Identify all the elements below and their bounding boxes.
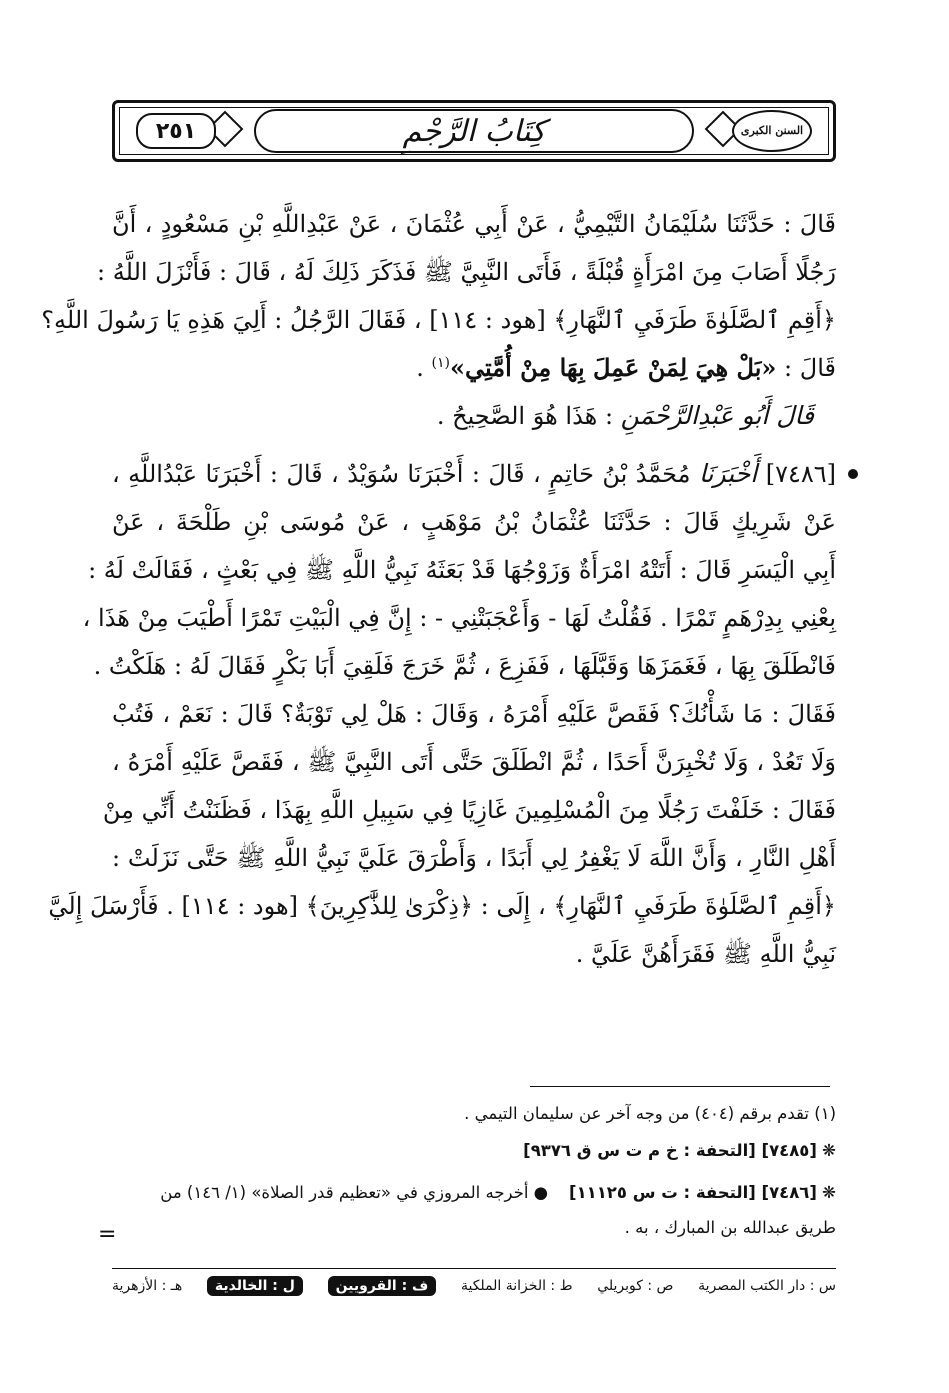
bullet-icon	[848, 469, 858, 479]
key-item-highlighted: ف : القرويين	[328, 1276, 437, 1296]
manuscript-key	[112, 1276, 836, 1296]
text-line: فَانْطَلَقَ بِهَا ، فَغَمَزَهَا وَقَبَّلَهَا ، فَفَزِعَ ، ثُمَّ خَرَجَ فَلَقِيَ أَبَا بَكْرٍ فَقَالَ لَهُ : هَلَكْتُ .	[93, 652, 836, 680]
text-line: نَبِيُّ اللَّهِ ﷺ فَقَرَأَهُنَّ عَلَيَّ .	[575, 940, 836, 968]
hadith-7486	[48, 450, 837, 978]
takhrij-text: ● أخرجه المروزي في «تعظيم قدر الصلاة» (١/ ١٤٦) من	[160, 1183, 549, 1202]
footnote-1: (١) تقدم برقم (٤٠٤) من وجه آخر عن سليمان التيمي .	[464, 1104, 836, 1123]
hadith-number: [٧٤٨٦]	[765, 460, 836, 488]
page-header	[112, 100, 836, 162]
tuhfa-7485	[112, 1141, 836, 1160]
key-item: ص : كوبريلي	[597, 1278, 674, 1294]
text-line: بِعْنِي بِدِرْهَمٍ تَمْرًا . فَقُلْتُ لَهَا - وَأَعْجَبَتْنِي - : إِنَّ فِي الْبَيْتِ تَمْرًا أَطْيَبَ مِنْ هَذَا ،	[82, 604, 836, 632]
key-divider	[112, 1268, 836, 1269]
text-line: ﴿أَقِمِ ٱلصَّلَوٰةَ طَرَفَيِ ٱلنَّهَارِ﴾ [هود : ١١٤] ، فَقَالَ الرَّجُلُ : أَلِيَ هَذِهِ يَا رَسُولَ اللَّهِ؟	[41, 306, 836, 334]
author-comment-label: قَالَ أَبُو عَبْدِالرَّحْمَنِ	[620, 401, 814, 430]
text-line: أَبِي الْيَسَرِ قَالَ : أَتَتْهُ امْرَأَةٌ وَزَوْجُهَا قَدْ بَعَثَهُ نَبِيُّ اللَّهِ ﷺ فِي بَعْثٍ ، فَقَالَتْ لَهُ :	[88, 556, 836, 584]
text-line: قَالَ : حَدَّثَنَا سُلَيْمَانُ التَّيْمِيُّ ، عَنْ أَبِي عُثْمَانَ ، عَنْ عَبْدِاللَّهِ بْنِ مَسْعُودٍ ، أَنَّ	[112, 210, 836, 238]
text-line: أَهْلِ النَّارِ ، وَأَنَّ اللَّهَ لَا يَغْفِرُ لِي أَبَدًا ، وَأَطْرَقَ عَلَيَّ نَبِيُّ اللَّهِ ﷺ حَتَّى نَزَلَتْ :	[112, 844, 836, 872]
text-line: رَجُلًا أَصَابَ مِنَ امْرَأَةٍ قُبْلَةً ، فَأَتَى النَّبِيَّ ﷺ فَذَكَرَ ذَلِكَ لَهُ ، قَالَ : فَأَنْزَلَ اللَّهُ :	[97, 258, 836, 286]
key-item: هـ : الأزهرية	[112, 1278, 183, 1294]
takhrij-continuation: طريق عبدالله بن المبارك ، به .	[624, 1218, 836, 1237]
key-item: س : دار الكتب المصرية	[698, 1278, 836, 1294]
series-logo: السنن الكبرى	[732, 110, 812, 152]
text-line	[112, 344, 836, 392]
text-line: فَقَالَ : مَا شَأْنُكَ؟ فَقَصَّ عَلَيْهِ أَمْرَهُ ، وَقَالَ : هَلْ لِي تَوْبَةٌ؟ قَالَ : نَعَمْ ، فَتُبْ	[112, 700, 837, 728]
tuhfa-7486	[112, 1183, 836, 1202]
text-line: ﴿أَقِمِ ٱلصَّلَوٰةَ طَرَفَيِ ٱلنَّهَارِ﴾ ، إِلَى : ﴿ذِكْرَىٰ لِلذَّٰكِرِينَ﴾ [هود : ١١٤] . فَأَرْسَلَ إِلَيَّ	[48, 892, 836, 920]
text-fragment: .	[416, 354, 432, 382]
text-line: عَنْ شَرِيكٍ قَالَ : حَدَّثَنَا عُثْمَانُ بْنُ مَوْهَبٍ ، عَنْ مُوسَى بْنِ طَلْحَةَ ، عَنْ	[112, 508, 836, 536]
hadith-7485	[41, 200, 836, 440]
star-icon: ❋	[822, 1141, 836, 1160]
text-line: فَقَالَ : خَلَفْتَ رَجُلًا مِنَ الْمُسْلِمِينَ غَازِيًا فِي سَبِيلِ اللَّهِ بِهَذَا ، فَظَنَنْتُ أَنِّي مِنْ	[102, 796, 836, 824]
page-number: ٢٥١	[136, 113, 216, 149]
footnote-divider	[530, 1086, 830, 1087]
prophetic-quote: «بَلْ هِيَ لِمَنْ عَمِلَ بِهَا مِنْ أُمَّتِي»	[449, 353, 777, 382]
tuhfa-ref: [٧٤٨٥] [التحفة : خ م ت س ق ٩٣٧٦]	[523, 1141, 817, 1160]
author-comment	[112, 392, 836, 440]
author-comment-text: : هَذَا هُوَ الصَّحِيحُ .	[436, 402, 621, 430]
text-line	[112, 450, 836, 498]
chapter-title: كِتَابُ الرَّجْمِ	[254, 109, 694, 153]
key-item-highlighted: ل : الخالدية	[207, 1276, 303, 1296]
text-fragment: مُحَمَّدُ بْنُ حَاتِمٍ ، قَالَ : أَخْبَرَنَا سُوَيْدٌ ، قَالَ : أَخْبَرَنَا عَبْدُاللَّهِ ،	[112, 460, 699, 488]
footnote-ref: (١)	[431, 355, 450, 371]
text-fragment: قَالَ :	[776, 354, 836, 382]
main-text	[41, 200, 837, 978]
continuation-mark: =	[98, 1222, 117, 1247]
star-icon: ❋	[822, 1183, 836, 1202]
akhbarana-label: أَخْبَرَنَا	[698, 459, 758, 488]
tuhfa-ref: [٧٤٨٦] [التحفة : ت س ١١١٢٥]	[569, 1183, 817, 1202]
text-line: وَلَا تَعُدْ ، وَلَا تُخْبِرَنَّ أَحَدًا ، ثُمَّ انْطَلَقَ حَتَّى أَتَى النَّبِيَّ ﷺ ، فَقَصَّ عَلَيْهِ أَمْرَهُ ،	[112, 748, 836, 776]
key-item: ط : الخزانة الملكية	[460, 1278, 573, 1294]
